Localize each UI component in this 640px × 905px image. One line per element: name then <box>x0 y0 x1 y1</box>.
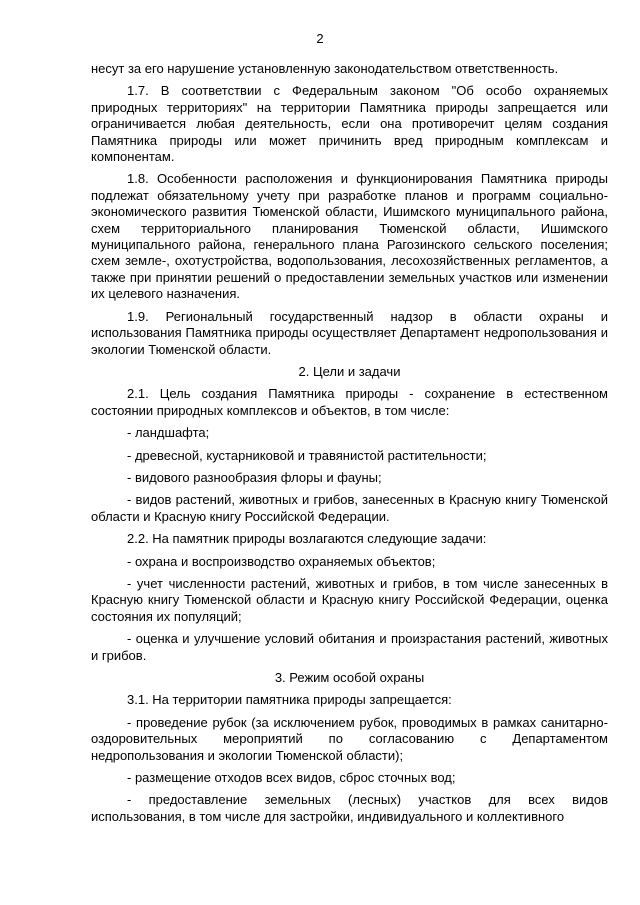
list-item: - учет численности растений, животных и грибов, в том числе занесенных в Красную книгу Тюменской области и Красную книгу Российской Федерации, оценка состояния их популяций; <box>91 575 608 624</box>
list-item: - видов растений, животных и грибов, занесенных в Красную книгу Тюменской области и Красную книгу Российской Федерации. <box>91 492 608 524</box>
paragraph-1-9: 1.9. Региональный государственный надзор в области охраны и использования Памятника природы осуществляет Департамент недропользования и экологии Тюменской области. <box>91 308 608 357</box>
list-item: - предоставление земельных (лесных) участков для всех видов использования, в том числе для застройки, индивидуального и коллективного <box>91 792 608 824</box>
paragraph-2-2: 2.2. На памятник природы возлагаются следующие задачи: <box>127 531 487 547</box>
list-item: - размещение отходов всех видов, сброс сточных вод; <box>127 770 456 786</box>
paragraph-1-7: 1.7. В соответствии с Федеральным законом "Об особо охраняемых природных территориях" на территории Памятника природы запрещается или ограничивается любая деятельность, если она противоречит целям создания Памятника природы или может причинить вред природным комплексам и компонентам. <box>91 83 608 165</box>
paragraph-3-1: 3.1. На территории памятника природы запрещается: <box>127 692 452 708</box>
paragraph-1-8: 1.8. Особенности расположения и функционирования Памятника природы подлежат обязательному учету при разработке планов и программ социально-экономического развития Тюменской области, Ишимского муниципального района, схем территориального планирования Тюменской области, Ишимского муниципального района, генерального плана Рагозинского сельского поселения; схем земле-, охотустройства, водопользования, лесохозяйственных регламентов, а также при принятии решений о предоставлении земельных участков или изменении их целевого назначения. <box>91 171 608 302</box>
list-item: - оценка и улучшение условий обитания и произрастания растений, животных и грибов. <box>91 631 608 663</box>
section-heading-protection-regime: 3. Режим особой охраны <box>274 670 425 685</box>
list-item: - видового разнообразия флоры и фауны; <box>127 469 382 485</box>
list-item: - проведение рубок (за исключением рубок, проводимых в рамках санитарно-оздоровительных мероприятий по согласованию с Департаментом недропользования и экологии Тюменской области); <box>91 714 608 763</box>
paragraph-continuation: несут за его нарушение установленную законодательством ответственность. <box>91 61 559 76</box>
document-body <box>91 61 608 831</box>
list-item: - древесной, кустарниковой и травянистой растительности; <box>127 447 487 463</box>
page-number: 2 <box>316 31 324 46</box>
list-item: - охрана и воспроизводство охраняемых объектов; <box>127 553 436 569</box>
list-item: - ландшафта; <box>127 425 210 441</box>
paragraph-2-1: 2.1. Цель создания Памятника природы - сохранение в естественном состоянии природных комплексов и объектов, в том числе: <box>91 386 608 418</box>
section-heading-goals: 2. Цели и задачи <box>298 363 401 379</box>
